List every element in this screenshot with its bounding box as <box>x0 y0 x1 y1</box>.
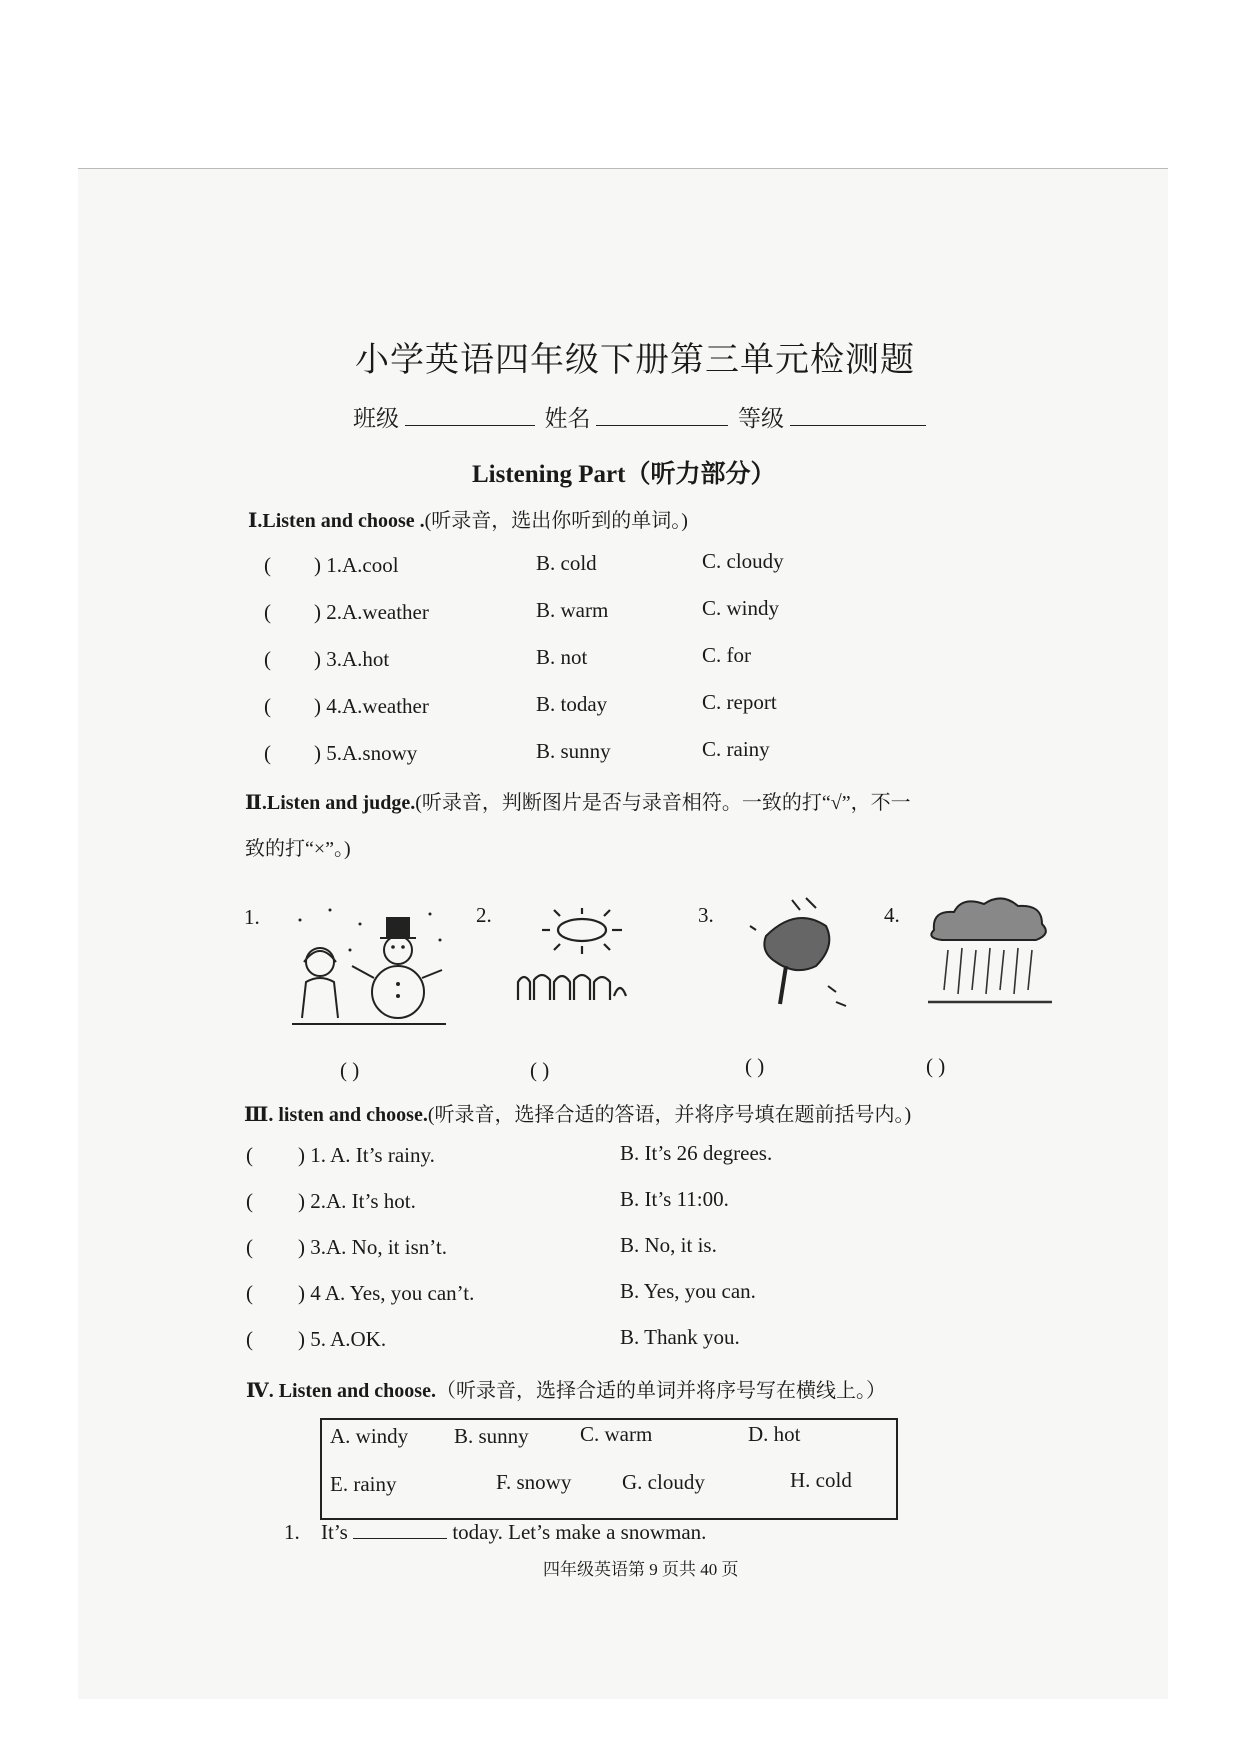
picture-3-num: 3. <box>698 903 714 927</box>
picture-2-answer[interactable]: ( ) <box>530 1058 550 1082</box>
sun-icon <box>508 900 648 1010</box>
option-h: H. cold <box>790 1468 852 1492</box>
picture-4-answer[interactable]: ( ) <box>926 1054 946 1078</box>
section2-heading-cont: 致的打“×”。) <box>245 838 351 860</box>
picture-4-num: 4. <box>884 903 900 927</box>
option-f: F. snowy <box>496 1470 572 1494</box>
s3-item-3-b: B. No, it is. <box>620 1233 717 1257</box>
part-title: Listening Part（听力部分） <box>472 461 776 488</box>
s1-item-1-c: C. cloudy <box>702 549 784 573</box>
s1-bracket-5[interactable]: ( <box>264 741 271 765</box>
s1-item-5-a: ) 5.A.snowy <box>314 741 418 765</box>
s1-item-2-b: B. warm <box>536 598 609 622</box>
s1-item-2-a: ) 2.A.weather <box>314 600 429 624</box>
picture-1-num: 1. <box>244 905 260 929</box>
section2-heading: Ⅱ.Listen and judge.(听录音，判断图片是否与录音相符。一致的打“√”，不一 <box>245 792 911 814</box>
s3-item-2-a: ) 2.A. It’s hot. <box>298 1189 416 1213</box>
s1-bracket-2[interactable]: ( <box>264 600 271 624</box>
picture-2-num: 2. <box>476 903 492 927</box>
s1-item-5-c: C. rainy <box>702 737 770 761</box>
s3-item-5-b: B. Thank you. <box>620 1325 740 1349</box>
s1-item-3-c: C. for <box>702 643 751 667</box>
s3-bracket-2[interactable]: ( <box>246 1189 253 1213</box>
s3-bracket-1[interactable]: ( <box>246 1143 253 1167</box>
option-d: D. hot <box>748 1422 801 1446</box>
class-label: 班级 <box>353 406 399 431</box>
s1-bracket-4[interactable]: ( <box>264 694 271 718</box>
option-g: G. cloudy <box>622 1470 705 1494</box>
s1-bracket-1[interactable]: ( <box>264 553 271 577</box>
name-label: 姓名 <box>544 406 591 431</box>
name-field[interactable] <box>596 403 728 426</box>
s1-item-4-a: ) 4.A.weather <box>314 694 429 718</box>
s3-bracket-3[interactable]: ( <box>246 1235 253 1259</box>
s3-item-1-a: ) 1. A. It’s rainy. <box>298 1143 435 1167</box>
grade-label: 等级 <box>738 406 784 431</box>
picture-3-answer[interactable]: ( ) <box>745 1054 765 1078</box>
s3-bracket-4[interactable]: ( <box>246 1281 253 1305</box>
page-title: 小学英语四年级下册第三单元检测题 <box>355 342 915 379</box>
option-c: C. warm <box>580 1422 653 1446</box>
grade-field[interactable] <box>790 403 926 426</box>
option-e: E. rainy <box>330 1472 397 1496</box>
s3-item-3-a: ) 3.A. No, it isn’t. <box>298 1235 447 1259</box>
option-a: A. windy <box>330 1424 409 1448</box>
s1-item-1-b: B. cold <box>536 551 597 575</box>
s3-item-1-b: B. It’s 26 degrees. <box>620 1141 773 1165</box>
class-field[interactable] <box>405 403 535 426</box>
picture-1-answer[interactable]: ( ) <box>340 1058 360 1082</box>
s3-item-4-b: B. Yes, you can. <box>620 1279 756 1303</box>
wind-tree-icon <box>736 896 856 1016</box>
page-footer: 四年级英语第 9 页共 40 页 <box>543 1560 739 1579</box>
section1-heading: Ⅰ.Listen and choose .(听录音，选出你听到的单词。) <box>248 510 688 532</box>
s1-item-5-b: B. sunny <box>536 739 611 763</box>
s1-item-4-b: B. today <box>536 692 608 716</box>
section4-heading: Ⅳ. Listen and choose.（听录音，选择合适的单词并将序号写在横线上。） <box>246 1380 886 1402</box>
s3-item-2-b: B. It’s 11:00. <box>620 1187 729 1211</box>
s4-q1-answer-blank[interactable] <box>353 1520 447 1539</box>
option-b: B. sunny <box>454 1424 529 1448</box>
snowman-icon <box>290 900 450 1030</box>
s1-item-1-a: ) 1.A.cool <box>314 553 399 577</box>
s1-item-2-c: C. windy <box>702 596 780 620</box>
s1-item-3-a: ) 3.A.hot <box>314 647 390 671</box>
s3-item-4-a: ) 4 A. Yes, you can’t. <box>298 1281 475 1305</box>
s3-item-5-a: ) 5. A.OK. <box>298 1327 387 1351</box>
s1-item-3-b: B. not <box>536 645 588 669</box>
s3-bracket-5[interactable]: ( <box>246 1327 253 1351</box>
s1-bracket-3[interactable]: ( <box>264 647 271 671</box>
rain-cloud-icon <box>918 890 1058 1010</box>
s4-question-1: 1. It’s today. Let’s make a snowman. <box>284 1520 707 1544</box>
student-info-row <box>353 400 926 433</box>
section3-heading: Ⅲ. listen and choose.(听录音，选择合适的答语，并将序号填在题前括号内。) <box>244 1104 912 1126</box>
s1-item-4-c: C. report <box>702 690 777 714</box>
